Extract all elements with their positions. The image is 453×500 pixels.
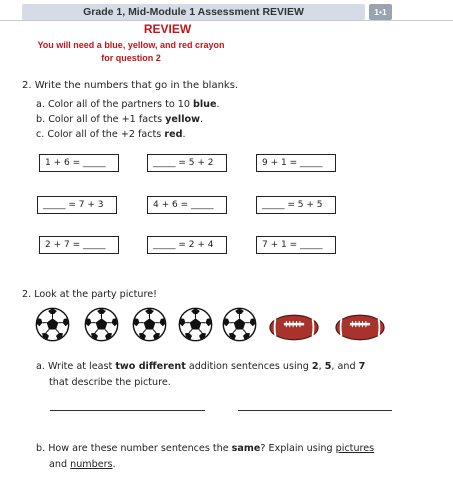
soccer-ball-icon xyxy=(222,307,257,342)
party-question-prompt: 2. Look at the party picture! xyxy=(22,289,157,300)
crayon-note-line1: You will need a blue, yellow, and red crayon xyxy=(37,40,225,50)
party-instruction-b-line1: b. How are these number sentences the same? Explain using pictures xyxy=(36,443,375,454)
equation-box[interactable]: _____ = 5 + 5 xyxy=(256,196,336,214)
color-red-word: red xyxy=(164,129,183,140)
answer-line-2[interactable] xyxy=(238,410,392,411)
party-instruction-a-line1: a. Write at least two different addition sentences using 2, 5, and 7 xyxy=(36,361,366,372)
soccer-ball-icon xyxy=(35,307,70,342)
football-icon xyxy=(334,314,386,341)
header-title: Grade 1, Mid-Module 1 Assessment REVIEW xyxy=(22,4,365,20)
color-yellow-word: yellow xyxy=(165,114,200,125)
party-instruction-b-line2: and numbers. xyxy=(49,459,116,470)
module-badge: 1•1 xyxy=(369,4,392,20)
soccer-ball-icon xyxy=(132,307,167,342)
header-divider xyxy=(0,20,453,21)
equation-box[interactable]: 9 + 1 = _____ xyxy=(256,154,336,172)
equation-box[interactable]: 1 + 6 = _____ xyxy=(39,154,119,172)
soccer-ball-icon xyxy=(178,307,213,342)
crayon-note-line2: for question 2 xyxy=(101,53,161,63)
instruction-b: b. Color all of the +1 facts yellow. xyxy=(36,114,204,125)
answer-line-1[interactable] xyxy=(50,410,205,411)
equation-box[interactable]: 7 + 1 = _____ xyxy=(256,236,336,254)
equation-box[interactable]: _____ = 2 + 4 xyxy=(147,236,227,254)
football-icon xyxy=(268,314,320,341)
equation-box[interactable]: _____ = 7 + 3 xyxy=(37,196,117,214)
instruction-a: a. Color all of the partners to 10 blue. xyxy=(36,99,220,110)
color-blue-word: blue xyxy=(193,99,217,110)
equation-box[interactable]: 4 + 6 = _____ xyxy=(147,196,227,214)
soccer-ball-icon xyxy=(84,307,119,342)
equation-box[interactable]: 2 + 7 = _____ xyxy=(39,236,119,254)
question-2-prompt: 2. Write the numbers that go in the blanks. xyxy=(22,80,239,91)
equation-box[interactable]: _____ = 5 + 2 xyxy=(147,154,227,172)
review-title: REVIEW xyxy=(143,22,192,36)
party-instruction-a-line2: that describe the picture. xyxy=(49,377,171,388)
instruction-c: c. Color all of the +2 facts red. xyxy=(36,129,186,140)
